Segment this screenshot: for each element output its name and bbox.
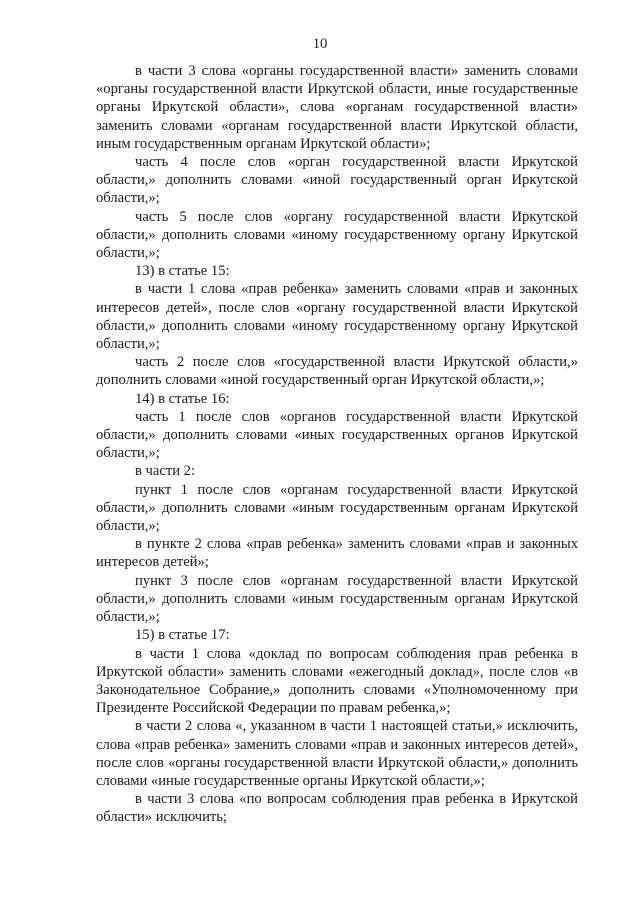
paragraph: 15) в статье 17:	[135, 627, 230, 644]
page-number: 10	[312, 36, 328, 52]
paragraph: 14) в статье 16:	[135, 390, 230, 407]
paragraph: часть 1 после слов «органов государственной власти Иркутской области,» дополнить словами «иных государственных органов Иркутской области,»;	[96, 408, 578, 462]
paragraph: пункт 3 после слов «органам государственной власти Иркутской области,» дополнить словами «иным государственным органам Иркутской области,»;	[96, 572, 578, 626]
paragraph: часть 5 после слов «органу государственной власти Иркутской области,» дополнить словами «иному государственному органу Иркутской области,»;	[96, 208, 578, 262]
paragraph: в части 1 слова «доклад по вопросам соблюдения прав ребенка в Иркутской области» заменить словами «ежегодный доклад», после слов «в Законодательное Собрание,» дополнить словами «Уполномоченному при Президенте Российской Федерации по правам ребенка,»;	[96, 645, 578, 717]
paragraph: в части 2:	[135, 463, 196, 480]
paragraph: часть 4 после слов «орган государственной власти Иркутской области,» дополнить словами «иной государственный орган Иркутской области,»;	[96, 154, 578, 207]
paragraph: в части 3 слова «по вопросам соблюдения прав ребенка в Иркутской области» исключить;	[96, 791, 578, 826]
paragraph: 13) в статье 15:	[135, 263, 230, 280]
paragraph: в части 2 слова «, указанном в части 1 настоящей статьи,» исключить, слова «прав ребенка» заменить словами «прав и законных интересов детей», после слов «органы государственной власти Иркутской области,» дополнить словами «иные государственные органы Иркутской области,»;	[96, 718, 578, 789]
paragraph: часть 2 после слов «государственной власти Иркутской области,» дополнить словами «иной государственный орган Иркутской области,»;	[96, 354, 578, 389]
paragraph: в части 3 слова «органы государственной власти» заменить словами «органы государственной власти Иркутской области, иные государственные органы Иркутской области», слова «органам государственной власти» заменить словами «органам государственной власти Иркутской области, иным государственным органам Иркутской области»;	[96, 63, 578, 152]
paragraph: в части 1 слова «прав ребенка» заменить словами «прав и законных интересов детей», после слов «органу государственной власти Иркутской области,» дополнить словами «иному государственному органу Иркутской области,»;	[96, 281, 578, 353]
paragraph: в пункте 2 слова «прав ребенка» заменить словами «прав и законных интересов детей»;	[96, 536, 578, 571]
paragraph: пункт 1 после слов «органам государственной власти Иркутской области,» дополнить словами «иным государственным органам Иркутской области,»;	[96, 481, 578, 535]
document-body	[96, 62, 578, 827]
